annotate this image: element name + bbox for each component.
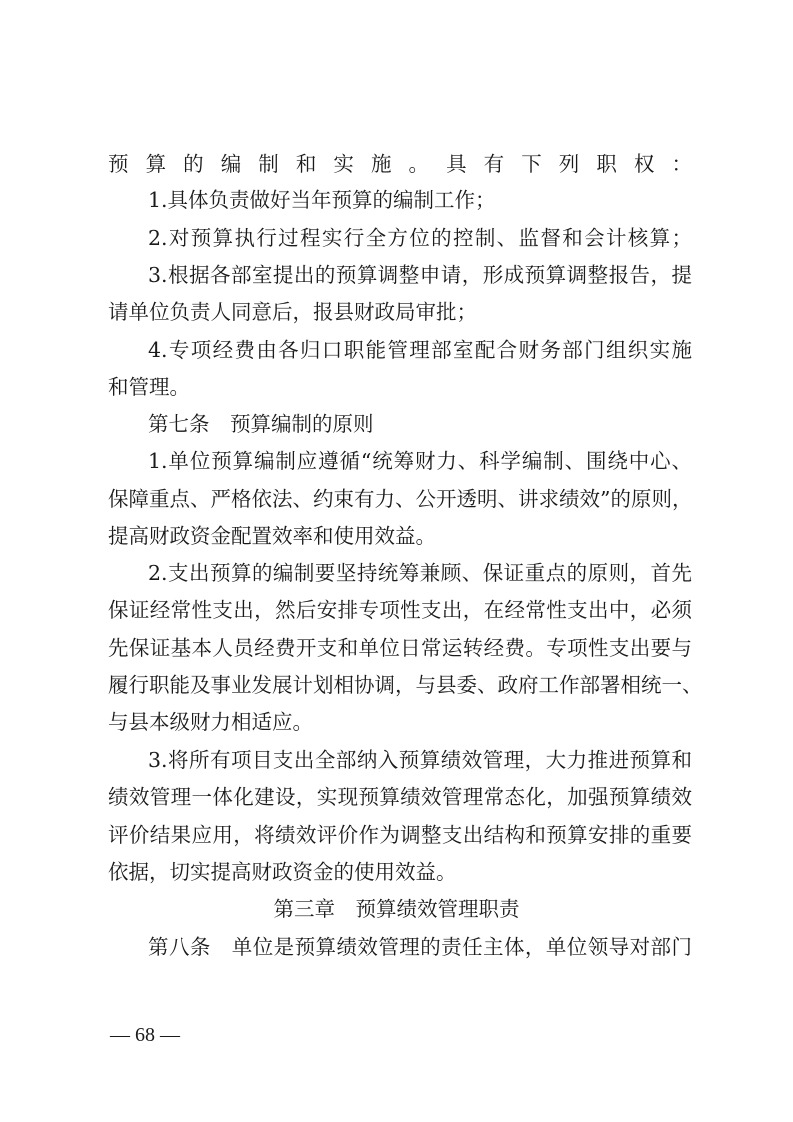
paragraph-line: 保证经常性支出，然后安排专项性支出，在经常性支出中，必须 [108, 598, 692, 622]
paragraph-line: 预算的编制和实施。具有下列职权： [108, 152, 692, 176]
paragraph-line: 先保证基本人员经费开支和单位日常运转经费。专项性支出要与 [108, 636, 692, 660]
paragraph-line: 依据，切实提高财政资金的使用效益。 [108, 860, 457, 884]
paragraph-line: 履行职能及事业发展计划相协调，与县委、政府工作部署相统一、 [108, 673, 703, 697]
article-heading: 第八条 单位是预算绩效管理的责任主体，单位领导对部门 [148, 935, 692, 959]
paragraph-line: 1.具体负责做好当年预算的编制工作； [148, 188, 496, 212]
chapter-heading: 第三章 预算绩效管理职责 [273, 897, 520, 921]
paragraph-line: 请单位负责人同意后，报县财政局审批； [108, 300, 477, 324]
paragraph-line: 4.专项经费由各归口职能管理部室配合财务部门组织实施 [148, 338, 692, 362]
paragraph-line: 评价结果应用，将绩效评价作为调整支出结构和预算安排的重要 [108, 823, 692, 847]
paragraph-line: 和管理。 [108, 375, 190, 399]
paragraph-line: 2.对预算执行过程实行全方位的控制、监督和会计核算； [148, 226, 692, 250]
paragraph-line: 保障重点、严格依法、约束有力、公开透明、讲求绩效”的原则， [108, 487, 693, 511]
paragraph-line: 3.将所有项目支出全部纳入预算绩效管理，大力推进预算和 [148, 748, 692, 772]
page-number: — 68 — [110, 1024, 180, 1046]
article-heading: 第七条 预算编制的原则 [148, 412, 374, 436]
paragraph-line: 2.支出预算的编制要坚持统筹兼顾、保证重点的原则，首先 [148, 561, 692, 585]
paragraph-line: 提高财政资金配置效率和使用效益。 [108, 524, 436, 548]
paragraph-line: 1.单位预算编制应遵循“统筹财力、科学编制、围绕中心、 [148, 449, 692, 473]
paragraph-line: 与县本级财力相适应。 [108, 710, 313, 734]
paragraph-line: 绩效管理一体化建设，实现预算绩效管理常态化，加强预算绩效 [108, 785, 692, 809]
paragraph-line: 3.根据各部室提出的预算调整申请，形成预算调整报告，提 [148, 263, 692, 287]
